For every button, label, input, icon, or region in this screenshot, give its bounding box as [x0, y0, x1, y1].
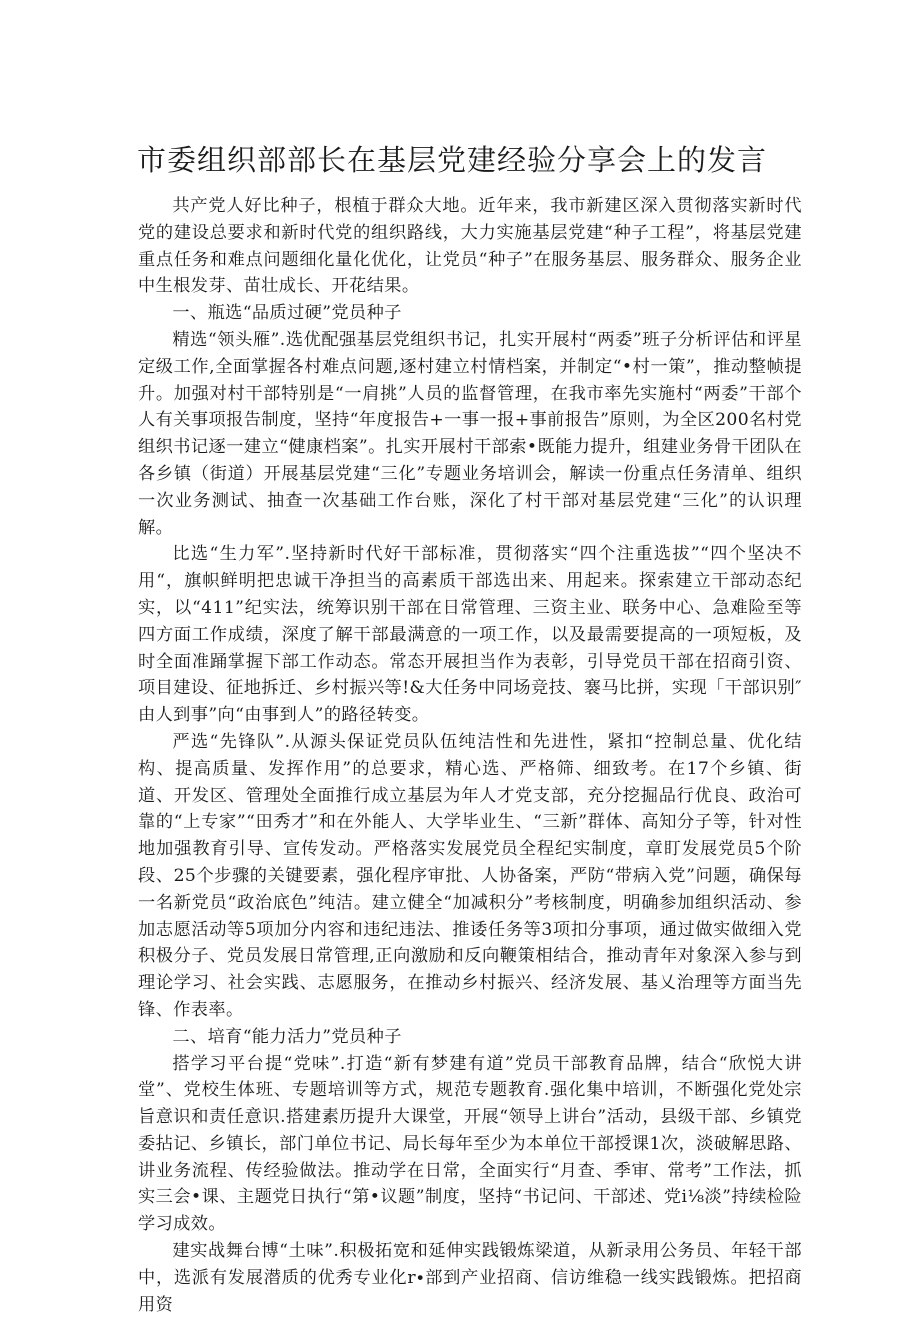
document-body	[138, 193, 802, 1318]
document-title: 市委组织部部长在基层党建经验分享会上的发言	[137, 143, 768, 177]
section-heading-2: 二、培育“能力活力”党员种子	[172, 1026, 402, 1047]
body-paragraph: 严选“先锋队”.从源头保证党员队伍纯洁性和先进性，紧扣“控制总量、优化结构、提高质量、发挥作用”的总要求，精心选、严格筛、细致考。在17个乡镇、街道、开发区、管理处全面推行成立基层为年人才党支部，充分挖掘品行优良、政治可靠的“上专家”“田秀才”和在外能人、大学毕业生、“三新”群体、高知分子等，针对性地加强教育引导、宣传发动。严格落实发展党员全程纪实制度，章盯发展党员5个阶段、25个步骤的关键要素，强化程序审批、人协备案，严防“带病入党”问题，确保每一名新党员“政治底色”纯洁。建立健全“加减积分”考核制度，明确参加组织活动、参加志愿活动等5项加分内容和违纪违法、推诿任务等3项扣分事项，通过做实做细入党积极分子、党员发展日常管理,正向激励和反向鞭策相结合，推动青年对象深入参与到理论学习、社会实践、志愿服务，在推动乡村振兴、经济发展、基乂治理等方面当先锋、作表率。	[138, 731, 802, 1020]
body-paragraph: 比选“生力军”.坚持新时代好干部标准，贯彻落实“四个注重选拔”“四个坚决不用“，旗帜鲜明把忠诚干净担当的高素质干部选出来、用起来。探索建立干部动态纪实，以“411”纪实法，统筹识别干部在日常管理、三资主业、联务中心、急难险至等四方面工作成绩，深度了解干部最满意的一项工作，以及最需要提高的一项短板，及时全面准踊掌握下部工作动态。常态开展担当作为表彰，引导党员干部在招商引资、项目建设、征地拆迁、乡村振兴等!&大任务中同场竞技、褰马比拼，实现「干部识别″由人到事”向“由事到人”的路径转变。	[138, 544, 802, 726]
section-heading-1: 一、瓶选“品质过硬”党员种子	[172, 303, 402, 324]
body-paragraph: 建实战舞台博“土味”.积极拓宽和延伸实践锻炼梁道，从新录用公务员、年轻干部中，选派有发展潜质的优秀专业化r∙部到产业招商、信访维稳一线实践锻炼。把招商用资	[138, 1241, 802, 1315]
intro-paragraph: 共产党人好比种子，根植于群众大地。近年来，我市新建区深入贯彻落实新时代党的建设总要求和新时代党的组织路线，大力实施基层党建“种子工程”，将基层党建重点任务和难点问题细化量化优化，让党员“种子”在服务基层、服务群众、服务企业中生根发芽、苗壮成长、开花结果。	[138, 196, 802, 297]
body-paragraph: 精选“领头雁”.选优配强基层党组织书记，扎实开展村“两委”班子分析评估和评星定级工作,全面掌握各村难点问题,逐村建立村情档案，并制定“•村一策”，推动整帧提升。加强对村干部特别是“一肩挑”人员的监督管理，在我市率先实施村“两委”干部个人有关事项报告制度，坚持“年度报告+一事一报+事前报告”原则，为全区200名村党组织书记逐一建立“健康档案”。扎实开展村干部索•既能力提升，组建业务骨干团队在各乡镇（街道）开展基层党建“三化”专题业务培训会，解读一份重点任务清单、组织一次业务测试、抽查一次基础工作台账，深化了村干部对基层党建“三化”的认识理解。	[138, 329, 802, 538]
body-paragraph: 搭学习平台提“党味”.打造“新有梦建有道”党员干部教育品牌，结合“欣悦大讲堂”、党校生体班、专题培训等方式，规范专题教育.强化集中培训，不断强化党处宗旨意识和责任意识.搭建素历提升大课堂，开展“领导上讲台”活动，县级干部、乡镇党委拈记、乡镇长，部门单位书记、局长每年至少为本单位干部授课1次，淡破解思路、讲业务流程、传经验做法。推动学在日常，全面实行“月查、季审、常考”工作法，抓实三会•课、主题党日执行“第•议题”制度，坚持“书记问、干部述、党i⅛淡”持续检险学习成效。	[138, 1053, 802, 1235]
